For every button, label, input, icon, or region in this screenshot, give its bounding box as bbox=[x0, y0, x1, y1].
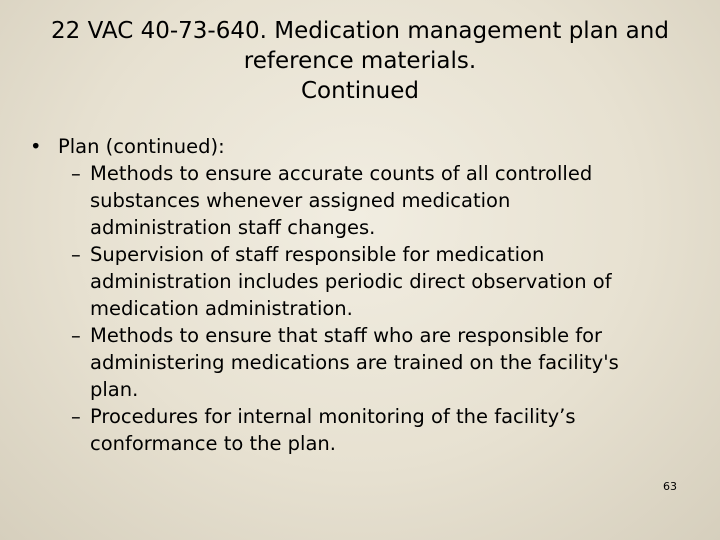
slide-body bbox=[30, 133, 690, 457]
sub-item-controlled-counts bbox=[30, 160, 690, 241]
bullet-glyph: • bbox=[30, 135, 42, 158]
sub-item-line: Methods to ensure that staff who are responsible for bbox=[90, 324, 603, 347]
sub-item-line: Methods to ensure accurate counts of all controlled bbox=[90, 162, 593, 185]
title-line-3: Continued bbox=[300, 78, 420, 104]
sub-item-training bbox=[30, 322, 690, 403]
dash-glyph: – bbox=[71, 324, 81, 347]
sub-list bbox=[30, 160, 690, 457]
sub-item-line: Procedures for internal monitoring of the facility’s bbox=[90, 405, 576, 428]
sub-item-line: medication administration. bbox=[90, 297, 353, 320]
sub-item-line: plan. bbox=[90, 378, 139, 401]
sub-item-line: substances whenever assigned medication bbox=[90, 189, 511, 212]
plan-heading: Plan (continued): bbox=[58, 135, 225, 158]
slide-title bbox=[10, 16, 710, 106]
dash-glyph: – bbox=[71, 162, 81, 185]
sub-item-internal-monitoring bbox=[30, 403, 690, 457]
title-line-2: reference materials. bbox=[243, 48, 477, 74]
sub-item-line: Supervision of staff responsible for medication bbox=[90, 243, 545, 266]
sub-item-line: administration staff changes. bbox=[90, 216, 376, 239]
title-line-1: 22 VAC 40-73-640. Medication management plan and bbox=[51, 18, 669, 44]
page-number: 63 bbox=[663, 480, 677, 493]
sub-item-line: administration includes periodic direct observation of bbox=[90, 270, 612, 293]
bullet-item-plan bbox=[30, 133, 690, 160]
sub-item-supervision bbox=[30, 241, 690, 322]
dash-glyph: – bbox=[71, 243, 81, 266]
sub-item-line: conformance to the plan. bbox=[90, 432, 336, 455]
sub-item-line: administering medications are trained on the facility's bbox=[90, 351, 619, 374]
dash-glyph: – bbox=[71, 405, 81, 428]
